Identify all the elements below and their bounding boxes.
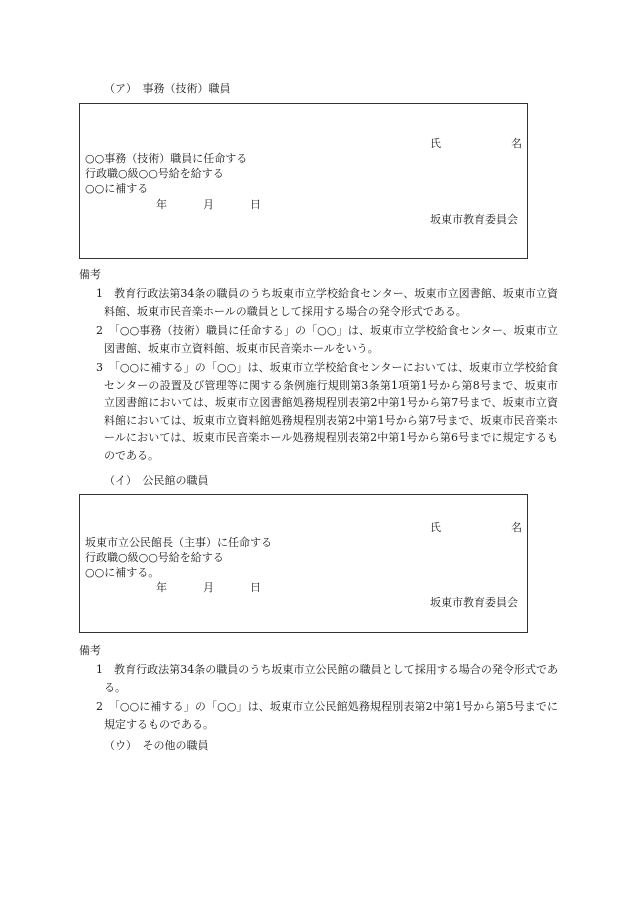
form-box-b <box>79 494 528 633</box>
issuer: 坂東市教育委員会 <box>430 213 518 226</box>
date-year: 年 <box>156 198 167 211</box>
remarks-label-b: 備考 <box>79 644 101 657</box>
form-line-salary: 行政職○級○○号給を給する <box>85 551 224 564</box>
date-year: 年 <box>156 581 167 594</box>
name-label-2: 名 <box>511 137 522 150</box>
note-a-1: 1 教育行政法第34条の職員のうち坂東市立学校給食センター、坂東市立図書館、坂東市立資料館、坂東市民音楽ホールの職員として採用する場合の発令形式である。 <box>96 287 558 318</box>
note-a-3: 3 「○○に補する」の「○○」は、坂東市立学校給食センターにおいては、坂東市立学校給食センターの設置及び管理等に関する条例施行規則第3条第1項第1号から第8号まで、坂東市立図書館においては、坂東市立図書館処務規程別表第2中第1号から第7号まで、坂東市立資料館においては、坂東市立資料館処務規程別表第2中第1号から第7号まで、坂東市民音楽ホールにおいては、坂東市民音楽ホール処務規程別表第2中第1号から第6号までに規定するものである。 <box>96 361 558 462</box>
section-b-title: （イ） 公民館の職員 <box>104 474 209 487</box>
date-day: 日 <box>250 581 261 594</box>
date-month: 月 <box>203 581 214 594</box>
form-line-assign: ○○に補する。 <box>85 566 160 579</box>
form-line-appoint: 坂東市立公民館長（主事）に任命する <box>85 536 272 549</box>
note-b-2: 2 「○○に補する」の「○○」は、坂東市立公民館処務規程別表第2中第1号から第5号までに規定するものである。 <box>96 700 558 731</box>
form-line-salary: 行政職○級○○号給を給する <box>85 167 224 180</box>
name-label-1: 氏 <box>430 137 441 150</box>
form-box-a <box>79 103 528 259</box>
name-label-2: 名 <box>511 521 522 534</box>
note-b-1: 1 教育行政法第34条の職員のうち坂東市立公民館の職員として採用する場合の発令形式である。 <box>96 663 558 694</box>
issuer: 坂東市教育委員会 <box>430 596 518 609</box>
note-a-2: 2 「○○事務（技術）職員に任命する」の「○○」は、坂東市立学校給食センター、坂東市立図書館、坂東市立資料館、坂東市民音楽ホールをいう。 <box>96 324 558 355</box>
remarks-label-a: 備考 <box>79 268 101 281</box>
form-line-assign: ○○に補する <box>85 182 149 195</box>
name-label-1: 氏 <box>430 521 441 534</box>
date-day: 日 <box>250 198 261 211</box>
date-month: 月 <box>203 198 214 211</box>
section-c-title: （ウ） その他の職員 <box>104 739 209 752</box>
form-line-appoint: ○○事務（技術）職員に任命する <box>85 152 248 165</box>
section-a-title: （ア） 事務（技術）職員 <box>104 82 231 95</box>
